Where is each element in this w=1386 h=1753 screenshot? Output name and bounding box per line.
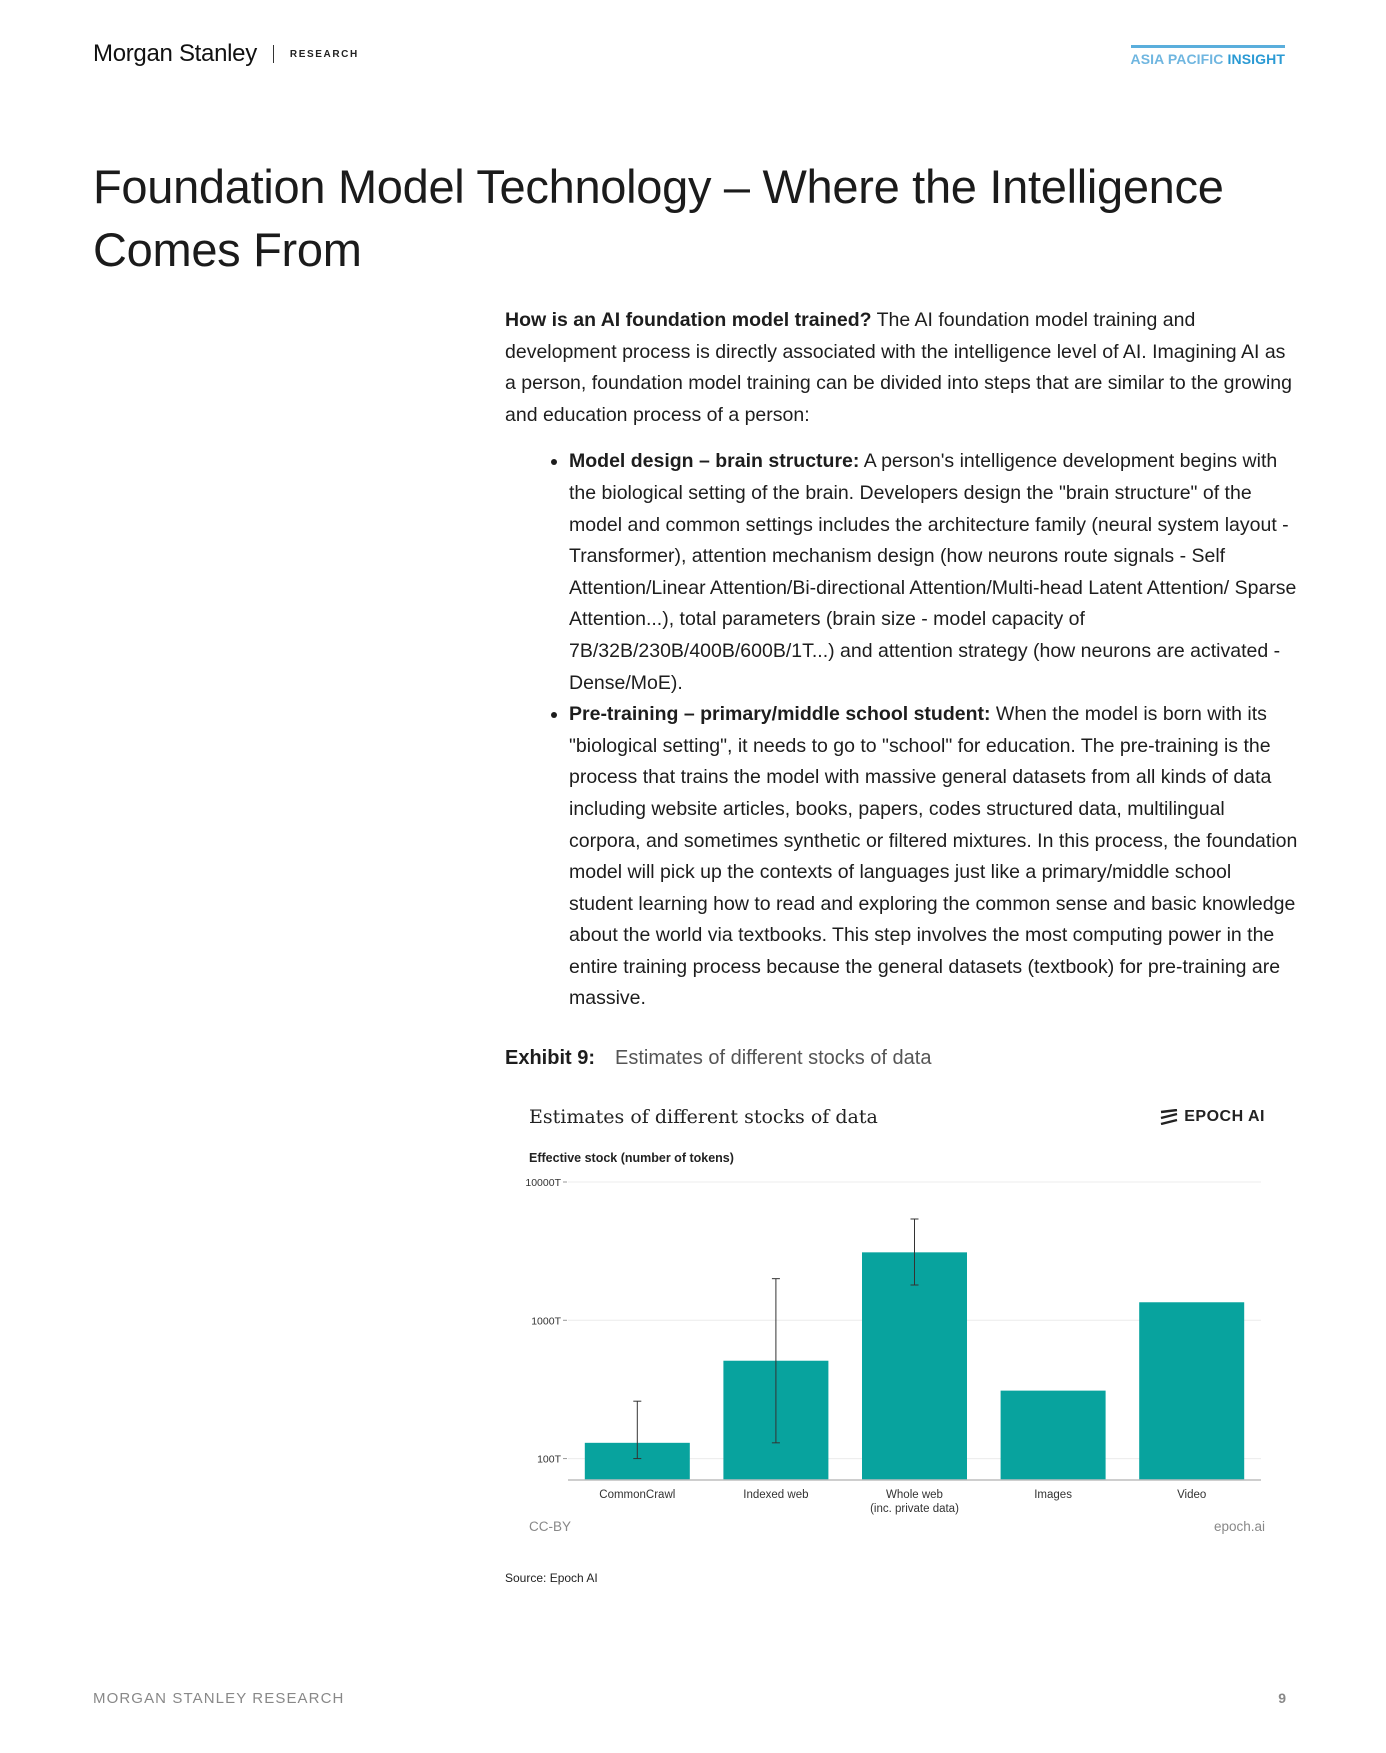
page-title: Foundation Model Technology – Where the Intelligence Comes From bbox=[93, 160, 1224, 276]
footer-label: MORGAN STANLEY RESEARCH bbox=[93, 1690, 345, 1707]
epoch-logo-text: EPOCH AI bbox=[1184, 1108, 1265, 1125]
x-tick-sublabel: (inc. private data) bbox=[870, 1503, 959, 1515]
chart-url: epoch.ai bbox=[1213, 1519, 1265, 1534]
series-label-insight: INSIGHT bbox=[1227, 51, 1285, 67]
x-tick-label: Video bbox=[1177, 1489, 1207, 1501]
x-tick-label: CommonCrawl bbox=[599, 1489, 676, 1501]
exhibit-caption bbox=[505, 1047, 931, 1070]
series-label bbox=[1131, 45, 1285, 67]
bullet-text: When the model is born with its "biological setting", it needs to go to "school" for education. The pre-training is the process that trains the model with massive general datasets from all kinds of data including website articles, books, papers, codes structured data, multilingual corpora, and sometimes synthetic or filtered mixtures. In this process, the foundation model will pick up the contexts of languages just like a primary/middle school student learning how to read and exploring the common sense and basic knowledge about the world via textbooks. This step involves the most computing power in the entire training process because the general datasets (textbook) for pre-training are massive. bbox=[569, 703, 1298, 1010]
bullet-list bbox=[505, 446, 1300, 1015]
x-tick-label: Images bbox=[1034, 1489, 1072, 1501]
bullet-lead: Model design – brain structure: bbox=[569, 450, 860, 473]
bar bbox=[1001, 1391, 1106, 1480]
bullet-text: A person's intelligence development begins with the biological setting of the brain. Developers design the "brain structure" of the model and common settings includes the architecture family (neural system layout - Transformer), attention mechanism design (how neurons route signals - Self Attention/Linear Attention/Bi-directional Attention/Multi-head Latent Attention/ Sparse Attention...), total parameters (brain size - model capacity of 7B/32B/230B/400B/600B/1T...) and attention strategy (how neurons are activated - Dense/MoE). bbox=[569, 450, 1297, 694]
intro-text: The AI foundation model training and development process is directly associated with the intelligence level of AI. Imagining AI as a person, foundation model training can be divided into steps that are similar to the growing and education process of a person: bbox=[505, 309, 1292, 426]
chart-title: Estimates of different stocks of data bbox=[529, 1106, 878, 1128]
bullet-lead: Pre-training – primary/middle school student: bbox=[569, 703, 991, 726]
epoch-logo-icon bbox=[1160, 1109, 1178, 1125]
chart-y-axis-label: Effective stock (number of tokens) bbox=[529, 1151, 734, 1165]
exhibit-label: Exhibit 9: bbox=[505, 1047, 596, 1069]
x-tick-label: Indexed web bbox=[743, 1489, 809, 1501]
header-divider bbox=[273, 45, 274, 63]
intro-paragraph bbox=[505, 305, 1300, 431]
bullet-item-model-design bbox=[569, 446, 1300, 699]
x-tick-label: Whole web bbox=[886, 1489, 943, 1501]
y-tick-label: 100T bbox=[537, 1453, 561, 1466]
chart-license: CC-BY bbox=[529, 1519, 572, 1534]
morgan-stanley-logo: Morgan Stanley bbox=[93, 40, 257, 67]
y-tick-label: 1000T bbox=[531, 1315, 561, 1328]
bullet-item-pre-training bbox=[569, 699, 1300, 1015]
header-brand bbox=[93, 40, 359, 68]
bar bbox=[1139, 1302, 1244, 1480]
intro-lead: How is an AI foundation model trained? bbox=[505, 309, 872, 331]
body-text bbox=[505, 305, 1300, 1015]
research-label: RESEARCH bbox=[289, 48, 359, 60]
chart bbox=[505, 1090, 1295, 1550]
source-note: Source: Epoch AI bbox=[505, 1571, 598, 1585]
y-tick-label: 10000T bbox=[525, 1177, 561, 1189]
bar bbox=[862, 1252, 967, 1480]
exhibit-title: Estimates of different stocks of data bbox=[615, 1047, 932, 1069]
series-label-region: ASIA PACIFIC bbox=[1130, 51, 1224, 67]
page-number: 9 bbox=[1278, 1690, 1286, 1706]
epoch-ai-logo bbox=[1160, 1108, 1265, 1126]
